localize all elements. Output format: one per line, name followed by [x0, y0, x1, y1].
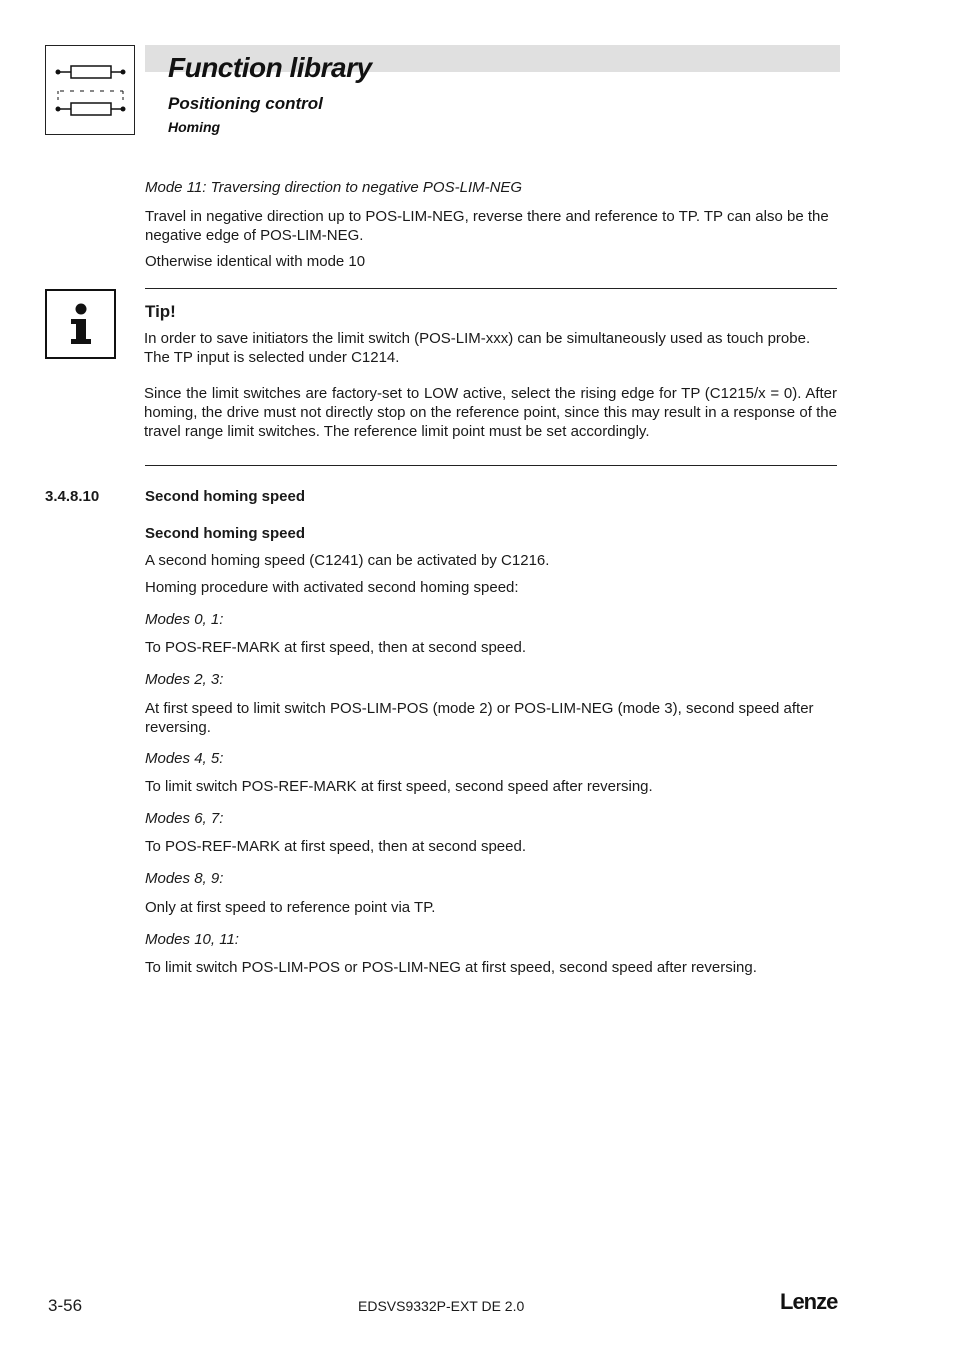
tip-paragraph: In order to save initiators the limit switch (POS-LIM-xxx) can be simultaneously used as touch probe. The TP input is selected under C1214. — [144, 330, 811, 366]
section-paragraph: A second homing speed (C1241) can be activated by C1216. — [145, 552, 550, 569]
tip-heading: Tip! — [145, 302, 176, 321]
mode-text: To POS-REF-MARK at first speed, then at second speed. — [145, 639, 527, 656]
mode-heading: Mode 11: Traversing direction to negative POS-LIM-NEG — [145, 179, 523, 196]
info-icon — [45, 289, 116, 359]
page-title: Function library — [168, 52, 372, 83]
section-subheading: Second homing speed — [145, 525, 306, 542]
tip-top-divider — [145, 288, 837, 289]
section-number: 3.4.8.10 — [45, 488, 100, 505]
mode-text: To limit switch POS-REF-MARK at first speed, second speed after reversing. — [145, 778, 653, 795]
function-block-icon — [45, 45, 135, 135]
section-subtitle: Positioning control — [168, 94, 323, 113]
section-title: Second homing speed — [145, 488, 306, 505]
tip-bottom-divider — [145, 465, 837, 466]
lenze-logo: Lenze — [780, 1289, 838, 1314]
page-number: 3-56 — [48, 1296, 83, 1315]
mode-label: Modes 8, 9: — [145, 870, 224, 887]
mode-label: Modes 4, 5: — [145, 750, 224, 767]
intro-paragraph: Travel in negative direction up to POS-LIM-NEG, reverse there and reference to TP. TP can also be the negative edge of POS-LIM-NEG. — [145, 208, 829, 244]
mode-label: Modes 10, 11: — [145, 931, 239, 948]
mode-text: To limit switch POS-LIM-POS or POS-LIM-NEG at first speed, second speed after reversing. — [145, 959, 757, 976]
section-paragraph-2: Homing procedure with activated second homing speed: — [145, 579, 519, 596]
mode-label: Modes 0, 1: — [145, 611, 224, 628]
mode-label: Modes 6, 7: — [145, 810, 224, 827]
mode-text: To POS-REF-MARK at first speed, then at second speed. — [145, 838, 527, 855]
tip-paragraph-2: Since the limit switches are factory-set to LOW active, select the rising edge for TP (C1215/x = 0). After homing, the drive must not directly stop on the reference point, since this may result in a response of the travel range limit switches. The reference limit point must be set accordingly. — [144, 385, 837, 440]
subsection-title: Homing — [168, 119, 221, 135]
intro-paragraph-2: Otherwise identical with mode 10 — [145, 253, 366, 270]
mode-text: At first speed to limit switch POS-LIM-POS (mode 2) or POS-LIM-NEG (mode 3), second speed after reversing. — [145, 700, 814, 736]
document-code: EDSVS9332P-EXT DE 2.0 — [358, 1298, 525, 1314]
mode-label: Modes 2, 3: — [145, 671, 224, 688]
mode-text: Only at first speed to reference point via TP. — [145, 899, 436, 916]
